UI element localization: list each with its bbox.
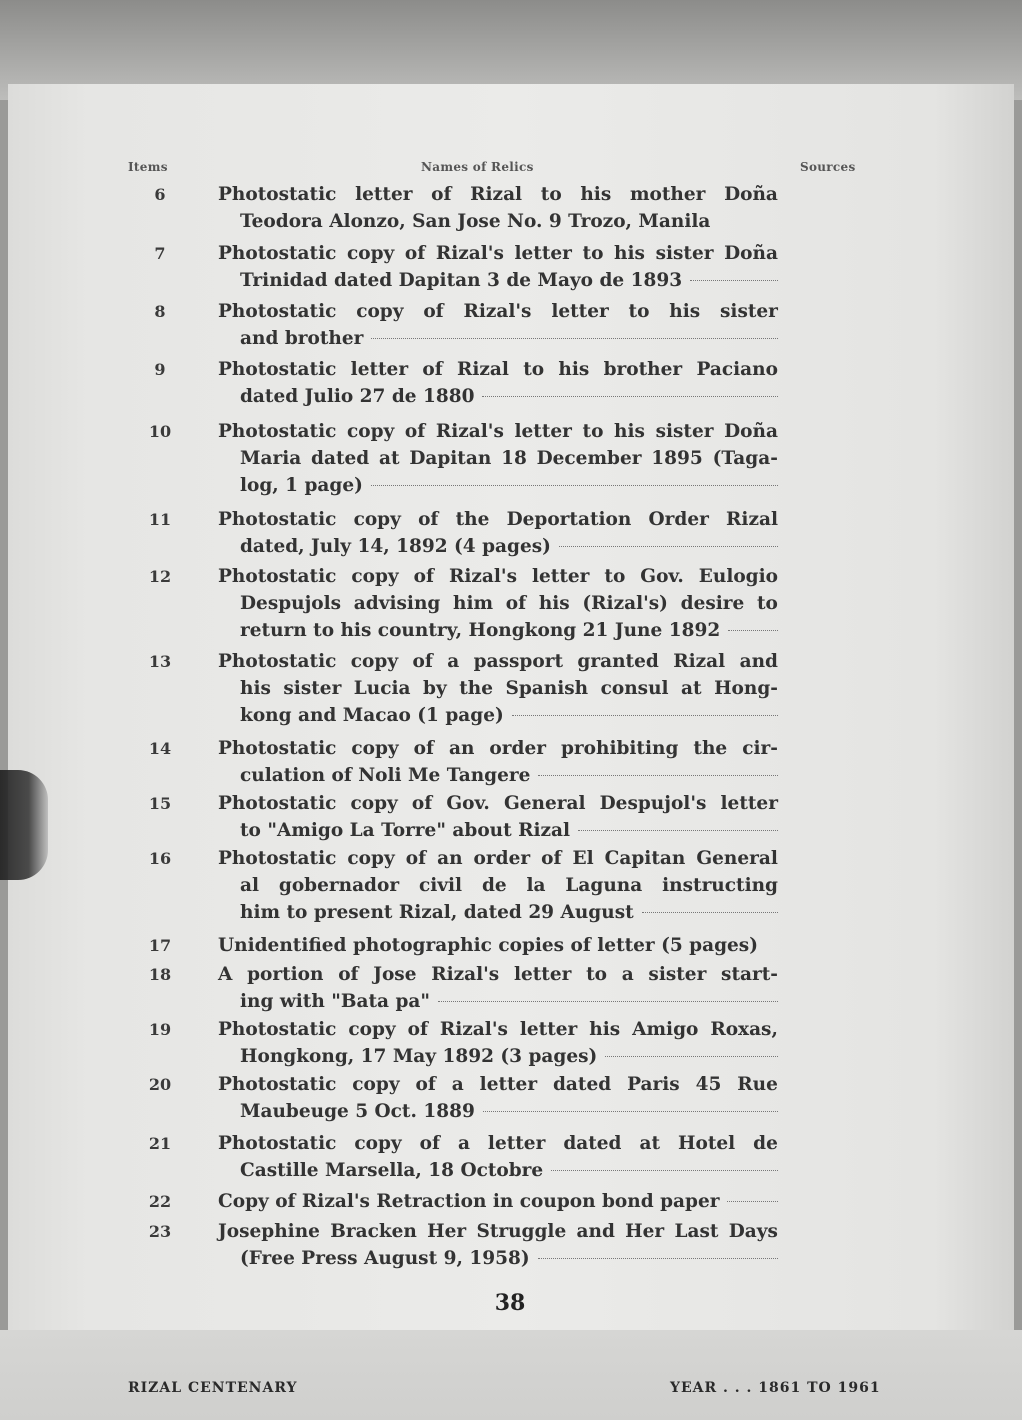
relic-name-text: Maubeuge 5 Oct. 1889: [240, 1101, 475, 1122]
word: at: [378, 448, 400, 469]
item-number: 23: [148, 1222, 172, 1241]
relic-name-line: [240, 325, 778, 352]
word: order: [473, 848, 531, 869]
word: the: [459, 678, 493, 699]
relic-name-line: [218, 845, 778, 872]
word: of: [338, 964, 359, 985]
word: copy: [351, 738, 399, 759]
word: consul: [600, 678, 669, 699]
word: Photostatic: [218, 421, 337, 442]
dotted-leader: [483, 1111, 778, 1112]
footer-right: YEAR . . . 1861 TO 1961: [670, 1380, 881, 1396]
column-header-names: Names of Relics: [421, 160, 534, 174]
word: Spanish: [505, 678, 589, 699]
word: dated: [563, 1133, 622, 1154]
word: his: [589, 1019, 621, 1040]
relic-name-text: culation of Noli Me Tangere: [240, 765, 531, 786]
word: copy: [347, 243, 395, 264]
word: Josephine: [218, 1221, 320, 1242]
item-number: 17: [148, 936, 172, 955]
item-number: 8: [154, 302, 166, 321]
footer-left: RIZAL CENTENARY: [128, 1380, 298, 1396]
item-number: 16: [148, 849, 172, 868]
relic-name-line: [218, 790, 778, 817]
word: to: [586, 964, 607, 985]
word: Rizal's: [435, 243, 504, 264]
word: Photostatic: [218, 566, 337, 587]
relic-name-line: [218, 181, 778, 208]
word: his: [614, 421, 645, 442]
relic-name-line: [218, 735, 778, 762]
word: dated: [553, 1074, 612, 1095]
word: General: [503, 793, 586, 814]
word: Paris: [627, 1074, 680, 1095]
relic-name-text: to "Amigo La Torre" about Rizal: [240, 820, 571, 841]
relic-name-text: return to his country, Hongkong 21 June 1892: [240, 620, 721, 641]
word: of: [413, 566, 434, 587]
relic-name-text: Unidentified photographic copies of letter (5 pages): [218, 935, 758, 956]
dotted-leader: [551, 1170, 778, 1171]
word: Maria: [240, 448, 302, 469]
word: start-: [721, 964, 778, 985]
relic-name-line: [218, 961, 778, 988]
word: his: [669, 301, 701, 322]
word: copy: [351, 566, 399, 587]
relic-name-line: [240, 702, 778, 729]
word: of: [418, 509, 439, 530]
word: to: [757, 593, 778, 614]
word: Doña: [724, 184, 778, 205]
relic-name-line: [240, 1043, 778, 1070]
word: Despujol's: [599, 793, 707, 814]
relic-name-line: [240, 1098, 778, 1125]
word: letter: [487, 1133, 546, 1154]
word: Doña: [724, 421, 778, 442]
word: desire: [680, 593, 745, 614]
word: and: [576, 1221, 615, 1242]
word: letter: [551, 301, 609, 322]
relic-name-line: [218, 356, 778, 383]
word: passport: [473, 651, 563, 672]
dotted-leader: [482, 396, 778, 397]
word: and: [739, 651, 778, 672]
word: letter: [350, 359, 409, 380]
dotted-leader: [538, 775, 778, 776]
word: a: [457, 1133, 470, 1154]
relic-name-text: Teodora Alonzo, San Jose No. 9 Trozo, Manila: [240, 211, 711, 232]
item-number: 10: [148, 422, 172, 441]
word: of: [415, 1074, 436, 1095]
relic-name-line: [218, 240, 778, 267]
dotted-leader: [605, 1056, 778, 1057]
word: granted: [577, 651, 659, 672]
item-number: 14: [148, 739, 172, 758]
word: Photostatic: [218, 1133, 337, 1154]
word: Capitan: [604, 848, 686, 869]
word: Jose: [373, 964, 417, 985]
dotted-leader: [512, 715, 778, 716]
item-number: 7: [154, 244, 166, 263]
word: copy: [353, 509, 401, 530]
relic-name-text: Hongkong, 17 May 1892 (3 pages): [240, 1046, 598, 1067]
word: Rizal's: [439, 1019, 508, 1040]
dotted-leader: [728, 630, 778, 631]
word: A: [218, 964, 233, 985]
item-number: 13: [148, 652, 172, 671]
relic-name-line: [240, 988, 778, 1015]
word: copy: [354, 1133, 402, 1154]
word: of: [541, 848, 562, 869]
word: letter: [479, 1074, 538, 1095]
relic-name-line: [240, 383, 778, 410]
word: of: [404, 421, 426, 442]
item-number: 12: [148, 567, 172, 586]
word: order: [489, 738, 546, 759]
word: the: [455, 509, 490, 530]
relic-name-text: him to present Rizal, dated 29 August: [240, 902, 634, 923]
word: gobernador: [278, 875, 400, 896]
word: copy: [347, 848, 395, 869]
word: Doña: [724, 243, 778, 264]
word: Gov.: [640, 566, 684, 587]
word: Deportation: [506, 509, 632, 530]
page-bottom-band: [0, 1330, 1022, 1420]
word: brother: [603, 359, 683, 380]
item-number: 6: [154, 185, 166, 204]
relic-name-text: ing with "Bata pa": [240, 991, 431, 1012]
binder-clip: [0, 770, 48, 880]
word: Gov.: [446, 793, 490, 814]
relic-name-line: [240, 762, 778, 789]
word: letter: [355, 184, 413, 205]
relic-name-text: (Free Press August 9, 1958): [240, 1248, 530, 1269]
word: at: [681, 678, 702, 699]
word: Hong-: [714, 678, 778, 699]
column-header-items: Items: [128, 160, 168, 174]
word: copy: [347, 421, 395, 442]
word: Laguna: [565, 875, 643, 896]
relic-name-text: Castille Marsella, 18 Octobre: [240, 1160, 544, 1181]
word: of: [412, 651, 433, 672]
word: Photostatic: [218, 243, 337, 264]
word: Rizal: [673, 651, 726, 672]
word: al: [240, 875, 260, 896]
word: letter: [532, 566, 590, 587]
word: El: [572, 848, 594, 869]
relic-name-text: kong and Macao (1 page): [240, 705, 504, 726]
word: 45: [695, 1074, 722, 1095]
word: his: [558, 359, 590, 380]
word: Photostatic: [218, 509, 337, 530]
relic-name-line: [218, 1188, 778, 1215]
word: his: [580, 184, 612, 205]
relic-name-line: [240, 899, 778, 926]
relic-name-line: [218, 1218, 778, 1245]
relic-name-line: [240, 675, 778, 702]
word: Photostatic: [218, 301, 337, 322]
word: portion: [247, 964, 324, 985]
relic-name-line: [240, 872, 778, 899]
word: of: [419, 1133, 440, 1154]
word: sister: [283, 678, 342, 699]
column-header-sources: Sources: [800, 160, 856, 174]
word: at: [639, 1133, 661, 1154]
word: prohibiting: [560, 738, 679, 759]
word: civil: [418, 875, 463, 896]
word: 1895: [651, 448, 703, 469]
word: mother: [629, 184, 706, 205]
word: Rue: [737, 1074, 778, 1095]
word: copy: [356, 301, 404, 322]
relic-name-line: [218, 298, 778, 325]
word: Rizal's: [448, 566, 517, 587]
word: copy: [352, 1074, 400, 1095]
dotted-leader: [371, 338, 778, 339]
relic-name-line: [218, 1016, 778, 1043]
word: his: [240, 678, 271, 699]
word: Hotel: [678, 1133, 736, 1154]
dotted-leader: [690, 280, 778, 281]
relic-name-text: dated Julio 27 de 1880: [240, 386, 475, 407]
word: his: [614, 243, 645, 264]
word: Rizal: [726, 509, 778, 530]
relic-name-line: [218, 1071, 778, 1098]
item-number: 20: [148, 1075, 172, 1094]
word: Rizal: [470, 184, 523, 205]
word: sister: [720, 301, 778, 322]
word: to: [540, 184, 562, 205]
relic-name-line: [240, 472, 778, 499]
word: Photostatic: [218, 1019, 337, 1040]
relic-name-line: [240, 533, 778, 560]
item-number: 11: [148, 510, 172, 529]
word: General: [696, 848, 778, 869]
word: letter: [720, 793, 778, 814]
dotted-leader: [438, 1001, 778, 1002]
dotted-leader: [642, 912, 778, 913]
relic-name-line: [218, 932, 778, 959]
word: copy: [350, 651, 399, 672]
word: de: [753, 1133, 778, 1154]
dotted-leader: [538, 1258, 778, 1259]
relic-name-text: Copy of Rizal's Retraction in coupon bond paper: [218, 1191, 720, 1212]
relic-name-line: [240, 1157, 778, 1184]
word: Lucia: [353, 678, 411, 699]
word: Photostatic: [218, 1074, 337, 1095]
word: of: [431, 184, 452, 205]
word: Eulogio: [698, 566, 778, 587]
word: Despujols: [240, 593, 342, 614]
item-number: 9: [154, 360, 166, 379]
word: Photostatic: [218, 848, 337, 869]
relic-name-text: log, 1 page): [240, 475, 363, 496]
word: of: [422, 359, 443, 380]
word: advising: [353, 593, 441, 614]
word: sister: [655, 421, 714, 442]
relic-name-line: [240, 267, 778, 294]
word: to: [604, 566, 626, 587]
word: letter: [514, 243, 572, 264]
relic-name-line: [240, 445, 778, 472]
word: Her: [625, 1221, 665, 1242]
relic-name-line: [240, 1245, 778, 1272]
word: sister: [655, 243, 714, 264]
word: (Taga-: [712, 448, 778, 469]
relic-name-line: [218, 1130, 778, 1157]
word: sister: [648, 964, 707, 985]
word: an: [448, 738, 475, 759]
word: Days: [728, 1221, 778, 1242]
word: Photostatic: [218, 793, 337, 814]
word: Roxas,: [710, 1019, 778, 1040]
word: copy: [350, 793, 398, 814]
dotted-leader: [727, 1201, 778, 1202]
relic-name-line: [240, 617, 778, 644]
word: Her: [427, 1221, 467, 1242]
word: instructing: [662, 875, 778, 896]
word: to: [582, 243, 604, 264]
relic-name-line: [218, 418, 778, 445]
word: Photostatic: [218, 359, 337, 380]
word: Rizal's: [463, 301, 532, 322]
word: of: [404, 243, 426, 264]
relic-name-line: [240, 817, 778, 844]
word: of: [505, 593, 527, 614]
relic-name-line: [218, 648, 778, 675]
word: of: [405, 848, 427, 869]
item-number: 21: [148, 1134, 172, 1153]
word: copy: [348, 1019, 396, 1040]
relic-name-line: [240, 590, 778, 617]
word: a: [451, 1074, 464, 1095]
word: la: [526, 875, 546, 896]
word: of: [423, 301, 444, 322]
word: letter: [514, 421, 572, 442]
relic-name-text: and brother: [240, 328, 364, 349]
relic-name-text: Trinidad dated Dapitan 3 de Mayo de 1893: [240, 270, 683, 291]
word: of: [411, 793, 433, 814]
word: Photostatic: [218, 738, 337, 759]
word: of: [407, 1019, 428, 1040]
word: Bracken: [330, 1221, 417, 1242]
relic-name-line: [218, 563, 778, 590]
dotted-leader: [559, 546, 778, 547]
word: cir-: [742, 738, 778, 759]
item-number: 19: [148, 1020, 172, 1039]
page-number: 38: [494, 1290, 526, 1316]
word: (Rizal's): [582, 593, 668, 614]
word: him: [453, 593, 494, 614]
word: to: [628, 301, 650, 322]
item-number: 15: [148, 794, 172, 813]
word: an: [437, 848, 463, 869]
word: to: [523, 359, 545, 380]
word: of: [413, 738, 434, 759]
word: Amigo: [632, 1019, 699, 1040]
word: Last: [674, 1221, 719, 1242]
word: to: [582, 421, 604, 442]
relic-name-line: [240, 208, 778, 235]
word: December: [536, 448, 642, 469]
item-number: 18: [148, 965, 172, 984]
relic-name-text: dated, July 14, 1892 (4 pages): [240, 536, 551, 557]
word: a: [621, 964, 634, 985]
word: the: [693, 738, 728, 759]
dotted-leader: [371, 485, 778, 486]
word: 18: [501, 448, 527, 469]
word: Photostatic: [218, 184, 337, 205]
item-number: 22: [148, 1192, 172, 1211]
word: dated: [311, 448, 370, 469]
word: Struggle: [476, 1221, 567, 1242]
word: Rizal: [456, 359, 509, 380]
word: Dapitan: [409, 448, 492, 469]
word: Rizal's: [435, 421, 504, 442]
word: letter: [519, 1019, 578, 1040]
word: Paciano: [696, 359, 778, 380]
word: Order: [648, 509, 709, 530]
word: Photostatic: [218, 651, 337, 672]
relic-name-line: [218, 506, 778, 533]
word: letter: [513, 964, 572, 985]
word: by: [423, 678, 447, 699]
word: a: [447, 651, 460, 672]
word: Rizal's: [431, 964, 500, 985]
dotted-leader: [578, 830, 778, 831]
word: de: [481, 875, 507, 896]
word: his: [538, 593, 570, 614]
